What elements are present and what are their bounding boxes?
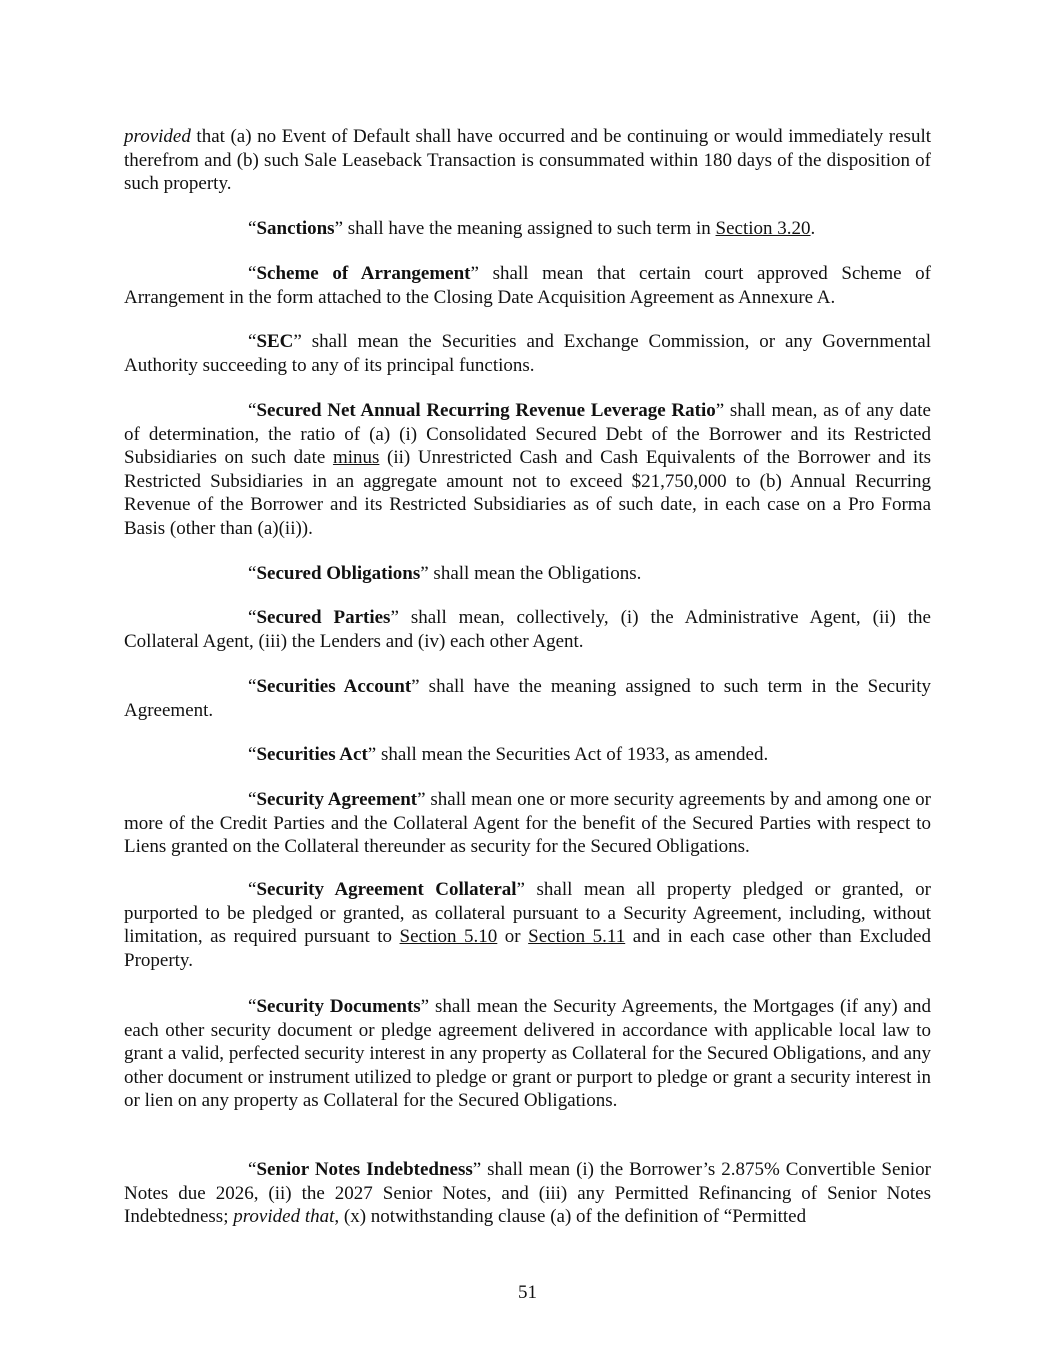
paragraph-text: or [497,926,529,948]
paragraph-text: that (a) no Event of Default shall have occurred and be continuing or would immediately result therefrom and (b) such Sale Leaseback Transaction is consummated within 180 days of the disposition of such property. [124,126,931,195]
defined-term: SEC [256,331,294,352]
paragraph-text: ” shall mean the Securities and Exchange Commission, or any Governmental Authority succeeding to any of its principal functions. [124,331,931,376]
paragraph-text: provided that [233,1206,335,1228]
paragraph-text: provided [124,126,191,147]
definition-paragraph [124,878,931,972]
definition-paragraph [124,125,931,196]
definition-paragraph [124,217,931,241]
paragraph-text: ” shall mean the Securities Act of 1933, as amended. [367,744,769,765]
paragraph-text: “ [248,996,257,1017]
section-reference-link[interactable]: Section 5.10 [399,926,498,948]
paragraph-text: (ii) Unrestricted Cash and Cash Equivalents of the Borrower and its Restricted Subsidiaries in an aggregate amount not to exceed $21,750,000 to (b) Annual Recurring Revenue of the Borrower and its Restricted Subsidiaries as of such date, in each case on a Pro Forma Basis (other than (a)(ii)). [124,447,931,539]
definition-paragraph [124,330,931,377]
paragraph-text: . [810,218,816,239]
paragraph-text: “ [248,676,257,697]
defined-term: Secured Net Annual Recurring Revenue Leverage Ratio [256,400,716,421]
paragraph-text: ” shall mean that certain court approved Scheme of Arrangement in the form attached to the Closing Date Acquisition Agreement as Annexure A. [124,263,932,308]
definition-paragraph [124,788,931,859]
definition-paragraph [124,262,931,309]
defined-term: Secured Parties [256,607,391,628]
paragraph-text: “ [248,400,257,421]
paragraph-text: ” shall mean one or more security agreements by and among one or more of the Credit Parties and the Collateral Agent for the benefit of the Secured Parties with respect to Liens granted on the Collateral thereunder as security for the Secured Obligations. [124,789,932,858]
paragraph-text: “ [248,607,257,628]
paragraph-text: ” shall mean (i) the Borrower’s 2.875% Convertible Senior Notes due 2026, (ii) the 2027 Senior Notes, and (iii) any Permitted Refinancing of Senior Notes Indebtedness; [124,1159,931,1228]
paragraph-text: “ [248,563,257,584]
paragraph-text: ” shall mean, collectively, (i) the Administrative Agent, (ii) the Collateral Agent, (iii) the Lenders and (iv) each other Agent. [124,607,931,652]
defined-term: Secured Obligations [256,563,421,584]
paragraph-text: ” shall have the meaning assigned to such term in [334,218,716,239]
definition-paragraph [124,1158,931,1229]
defined-term: Scheme of Arrangement [256,263,471,284]
defined-term: Security Agreement Collateral [256,879,517,900]
paragraph-text: minus [332,447,380,469]
definition-paragraph [124,399,931,541]
paragraph-text: “ [248,879,257,900]
paragraph-text: “ [248,263,257,284]
paragraph-text: “ [248,331,257,352]
paragraph-text: ” shall mean all property pledged or granted, or purported to be pledged or granted, as collateral pursuant to a Security Agreement, including, without limitation, as required pursuant to [124,879,932,948]
paragraph-text: “ [248,744,257,765]
paragraph-text: “ [248,789,257,810]
paragraph-text: ” shall mean, as of any date of determination, the ratio of (a) (i) Consolidated Secured Debt of the Borrower and its Restricted Subsidiaries on such date [124,400,931,469]
definition-paragraph [124,743,931,767]
paragraph-text: “ [248,1159,257,1180]
paragraph-text: ” shall mean the Security Agreements, the Mortgages (if any) and each other security document or pledge agreement delivered in accordance with applicable local law to grant a valid, perfected security interest in any property as Collateral for the Secured Obligations, and any other document or instrument utilized to pledge or grant or purport to pledge or grant a security interest in or lien on any property as Collateral for the Secured Obligations. [124,996,931,1112]
defined-term: Sanctions [256,218,335,239]
paragraph-text: and in each case other than Excluded Property. [124,926,931,971]
paragraph-text: ” shall mean the Obligations. [420,563,642,584]
defined-term: Senior Notes Indebtedness [256,1159,473,1180]
defined-term: Securities Act [256,744,368,765]
definition-paragraph [124,675,931,722]
definition-paragraph [124,995,931,1113]
definition-paragraph [124,562,931,586]
defined-term: Security Documents [256,996,421,1017]
paragraph-text: ” shall have the meaning assigned to such term in the Security Agreement. [124,676,931,721]
section-reference-link[interactable]: Section 5.11 [528,926,626,948]
defined-term: Securities Account [256,676,412,697]
section-reference-link[interactable]: Section 3.20 [715,218,811,239]
defined-term: Security Agreement [256,789,418,810]
page-number: 51 [518,1282,537,1303]
paragraph-text: , (x) notwithstanding clause (a) of the definition of “Permitted [334,1206,807,1228]
definition-paragraph [124,606,931,653]
paragraph-text: “ [248,218,257,239]
